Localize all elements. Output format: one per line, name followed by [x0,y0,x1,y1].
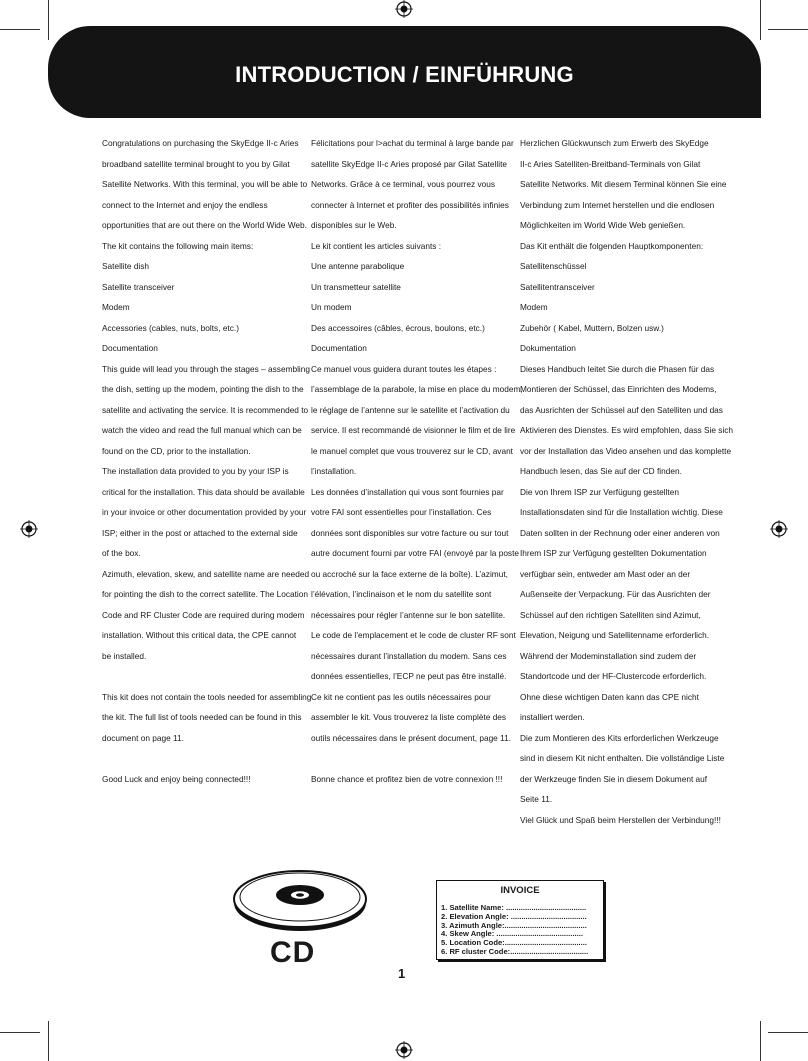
french-column [311,133,523,789]
text-line: Un modem [311,302,352,312]
text-line: verfügbar sein, entweder am Mast oder an der [520,568,691,579]
text-line: The kit contains the following main items: [102,240,254,251]
invoice-lines [441,904,603,957]
text-line: Documentation [102,343,158,353]
text-line: Azimuth, elevation, skew, and satellite name are needed [102,568,310,579]
header-banner [48,26,761,118]
registration-target-icon [770,520,788,538]
text-line: satellite and activating the service. It is recommended to [102,404,309,415]
text-line: Viel Glück und Spaß beim Herstellen der Verbindung!!! [520,814,721,825]
crop-mark [768,1032,808,1033]
text-line: Verbindung zum Internet herstellen und die endlosen [520,199,715,210]
crop-mark [0,29,40,30]
text-line: Zubehör ( Kabel, Muttern, Bolzen usw.) [520,322,664,333]
text-line: Congratulations on purchasing the SkyEdge II-c Aries [102,138,299,148]
text-line: document on page 11. [102,732,184,743]
text-line: données essentielles, l’ECP ne peut pas être installé. [311,671,507,681]
text-line: ou accroché sur la face externe de la boîte). L’azimut, [311,568,508,579]
crop-mark [768,29,808,30]
cd-label: CD [270,936,316,969]
invoice-title: INVOICE [500,885,540,896]
text-line: Die zum Montieren des Kits erforderlichen Werkzeuge [520,732,719,743]
text-line: Modem [520,302,548,312]
text-line: of the box. [102,548,141,558]
english-column [102,133,312,789]
text-line: Ce manuel vous guidera durant toutes les étapes : [311,363,497,374]
text-line: watch the video and read the full manual which can be [102,425,302,435]
registration-target-icon [395,0,413,18]
text-line: satellite SkyEdge II-c Aries proposé par Gilat Satellite [311,158,507,169]
text-line: assembler le kit. Vous trouverez la liste complète des [311,712,507,722]
text-line: disponibles sur le Web. [311,220,397,230]
invoice-line-satellite-name: 1. Satellite Name: ...................................... [441,903,587,912]
text-line: Dokumentation [520,343,576,353]
text-line: Daten sollten in der Rechnung oder einer anderen von [520,527,720,538]
text-line: be installed. [102,650,147,661]
text-line: in your invoice or other documentation provided by your [102,507,307,517]
crop-mark [0,1032,40,1033]
text-line: Handbuch lesen, das Sie auf der CD finden. [520,466,682,476]
text-line: Dieses Handbuch leitet Sie durch die Phasen für das [520,363,715,374]
text-line: This guide will lead you through the stages – assembling [102,363,311,374]
text-line: Code and RF Cluster Code are required during modem [102,609,305,620]
text-line: the kit. The full list of tools needed can be found in this [102,712,302,722]
text-line: Montieren der Schüssel, das Einrichten des Modems, [520,384,717,394]
text-line: Ohne diese wichtigen Daten kann das CPE nicht [520,691,699,702]
text-line: l’élévation, l’inclinaison et le nom du satellite sont [311,589,492,599]
text-line: Elevation, Neigung und Satellitenname erforderlich. [520,630,710,640]
invoice-line-rf-cluster-code: 6. RF cluster Code:..................................... [441,946,589,956]
text-line: autre document fourni par votre FAI (envoyé par la poste [311,548,519,558]
text-line: der Werkzeuge finden Sie in diesem Dokument auf [520,773,708,784]
text-line: connect to the Internet and enjoy the endless [102,199,268,210]
text-line: Satellite Networks. Mit diesem Terminal können Sie eine [520,179,727,189]
text-line: Satellite transceiver [102,281,175,292]
text-line: Félicitations pour l>achat du terminal à large bande par [311,138,514,148]
text-line: Good Luck and enjoy being connected!!! [102,773,251,784]
text-line: The installation data provided to you by your ISP is [102,466,289,476]
text-line: Standortcode und der HF-Clustercode erforderlich. [520,671,707,681]
text-line: II-c Aries Satelliten-Breitband-Terminals von Gilat [520,158,701,169]
registration-target-icon [20,520,38,538]
text-line: Des accessoires (câbles, écrous, boulons, etc.) [311,322,485,333]
text-line: l’assemblage de la parabole, la mise en place du modem, [311,384,523,394]
text-line: das Ausrichten der Schüssel auf den Satelliten und das [520,404,723,415]
text-line: Satellitenschüssel [520,261,587,271]
text-line: nécessaires durant l’installation du modem. Sans ces [311,650,507,661]
text-line: Möglichkeiten im World Wide Web genießen. [520,220,686,230]
text-line: Une antenne parabolique [311,261,405,271]
text-line: Herzlichen Glückwunsch zum Erwerb des SkyEdge [520,138,709,148]
text-line: Installationsdaten sind für die Installation wichtig. Diese [520,507,723,517]
text-line: Modem [102,302,130,312]
text-line: vor der Installation das Video ansehen und das komplette [520,445,732,456]
text-line: Aktivieren des Dienstes. Es wird empfohlen, dass Sie sich [520,425,734,435]
text-line: Le code de l’emplacement et le code de cluster RF sont [311,630,516,640]
text-line: Documentation [311,343,367,353]
text-line: service. Il est recommandé de visionner le film et de lire [311,425,516,435]
text-line: Ihrem ISP zur Verfügung gestellten Dokumentation [520,548,707,558]
text-line: Satellitentransceiver [520,281,595,292]
text-line: Ce kit ne contient pas les outils nécessaires pour [311,691,491,702]
text-line [102,748,302,769]
crop-mark [760,0,761,40]
text-line: Un transmetteur satellite [311,281,401,292]
text-line: Satellite Networks. With this terminal, you will be able to [102,179,308,189]
text-line: Die von Ihrem ISP zur Verfügung gestellten [520,486,679,497]
text-line [311,748,511,769]
text-line: ISP; either in the post or attached to the external side [102,527,298,538]
text-line: installation. Without this critical data, the CPE cannot [102,630,297,640]
text-line [102,666,302,687]
text-line: Satellite dish [102,261,150,271]
invoice-line-location-code: 5. Location Code:....................................... [441,938,587,948]
text-line: données sont disponibles sur votre facture ou sur tout [311,527,509,538]
page-number: 1 [398,966,406,981]
text-line: Schüssel auf den richtigen Satelliten sind Azimut, [520,609,701,620]
german-column [520,133,734,830]
crop-mark [48,1021,49,1061]
text-line: le réglage de l’antenne sur le satellite et l’activation du [311,404,510,415]
invoice-box [436,880,604,960]
invoice-line-skew-angle: 4. Skew Angle: ......................................... [441,929,583,939]
text-line: found on the CD, prior to the installation. [102,445,251,456]
crop-mark [760,1021,761,1061]
text-line: l’installation. [311,466,357,476]
page-title: INTRODUCTION / EINFÜHRUNG [235,62,574,87]
text-line: sind in diesem Kit nicht enthalten. Die vollständige Liste [520,753,725,763]
text-line: This kit does not contain the tools needed for assembling [102,691,312,702]
text-line: broadband satellite terminal brought to you by Gilat [102,158,290,169]
text-line: the dish, setting up the modem, pointing the dish to the [102,384,304,394]
invoice-line-azimuth-angle: 3. Azimuth Angle:....................................... [441,920,587,930]
text-line: votre FAI sont essentielles pour l’installation. Ces [311,507,492,517]
text-line: Das Kit enthält die folgenden Hauptkomponenten: [520,240,704,251]
text-line: Les données d’installation qui vous sont fournies par [311,486,504,497]
registration-target-icon [395,1041,413,1059]
text-line: connecter à Internet et profiter des possibilités infinies [311,199,509,210]
text-line: installiert werden. [520,712,585,722]
text-line: Bonne chance et profitez bien de votre connexion !!! [311,773,503,784]
text-line: outils nécessaires dans le présent document, page 11. [311,732,512,743]
text-line: Außenseite der Verpackung. Für das Ausrichten der [520,589,711,599]
text-line: Networks. Grâce à ce terminal, vous pourrez vous [311,179,495,189]
text-line: Seite 11. [520,794,553,804]
text-line: Accessories (cables, nuts, bolts, etc.) [102,322,239,333]
text-line: for pointing the dish to the correct satellite. The Location [102,589,309,599]
text-line: critical for the installation. This data should be available [102,486,305,497]
text-line: le manuel complet que vous trouverez sur le CD, avant [311,445,513,456]
crop-mark [48,0,49,40]
text-line: nécessaires pour régler l’antenne sur le bon satellite. [311,609,506,620]
text-line: opportunities that are out there on the World Wide Web. [102,220,307,230]
text-line: Während der Modeminstallation sind zudem der [520,650,697,661]
invoice-line-elevation-angle: 2. Elevation Angle: .................................... [441,911,587,921]
text-line: Le kit contient les articles suivants : [311,240,442,251]
